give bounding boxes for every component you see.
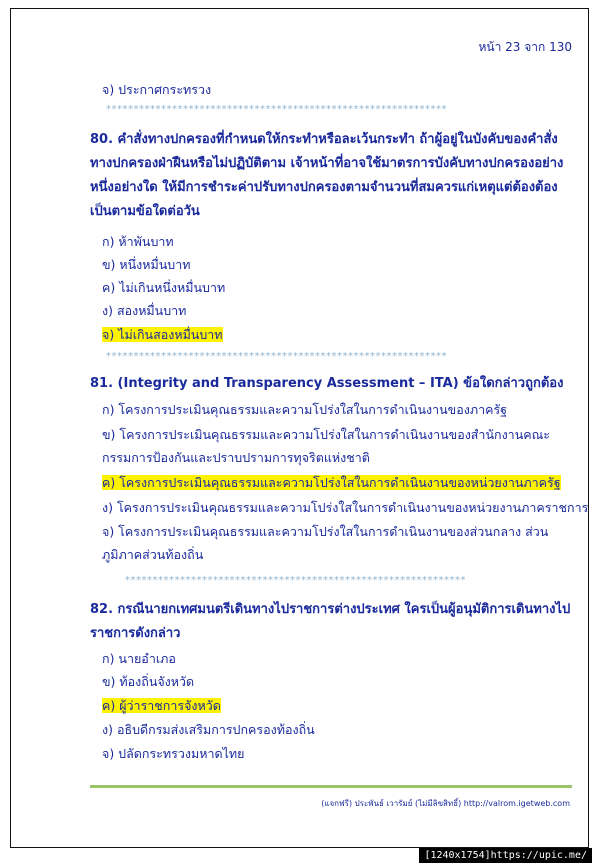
separator: **************************************************************: [106, 104, 447, 115]
q80-option-a: ก) ห้าพันบาท: [102, 234, 174, 249]
q82-option-a: ก) นายอำเภอ: [102, 651, 176, 666]
question-80: 80. คำสั่งทางปกครองที่กำหนดให้กระทำหรือละเว้นกระทำ ถ้าผู้อยู่ในบังคับของคำสั่งทางปกครองฝ่าฝืนหรือไม่ปฏิบัติตาม เจ้าหน้าที่อาจใช้มาตรการบังคับทางปกครองอย่างหนึ่งอย่างใด ให้มีการชำระค่าปรับทางปกครองตามจำนวนที่สมควรแก่เหตุแต่ต้องต้องเป็นตามข้อใดต่อวัน: [90, 132, 564, 219]
footer-text: (แจกฟรี) ประพันธ์ เวารัมย์ (ไม่มีลิขสิทธิ์) http://valrom.igetweb.com: [321, 799, 570, 808]
q82-option-d: ง) อธิบดีกรมส่งเสริมการปกครองท้องถิ่น: [102, 722, 315, 737]
separator: **************************************************************: [106, 351, 447, 362]
q80-option-e-answer: จ) ไม่เกินสองหมื่นบาท: [102, 327, 223, 342]
q81-option-b: ข) โครงการประเมินคุณธรรมและความโปร่งใสในการดำเนินงานของสำนักงานคณะกรรมการป้องกันและปราบปรามการทุจริตแห่งชาติ: [102, 427, 550, 465]
separator: **************************************************************: [125, 575, 466, 586]
footer-rule: [90, 785, 572, 788]
q81-option-d: ง) โครงการประเมินคุณธรรมและความโปร่งใสในการดำเนินงานของหน่วยงานภาคราชการ: [102, 500, 589, 515]
prev-option: จ) ประกาศกระทรวง: [102, 82, 212, 97]
question-81: 81. (Integrity and Transparency Assessment – ITA) ข้อใดกล่าวถูกต้อง: [90, 376, 564, 391]
q80-option-d: ง) สองหมื่นบาท: [102, 303, 187, 318]
q82-option-c-answer: ค) ผู้ว่าราชการจังหวัด: [102, 698, 221, 713]
q82-option-b: ข) ท้องถิ่นจังหวัด: [102, 674, 195, 689]
q82-option-e: จ) ปลัดกระทรวงมหาดไทย: [102, 746, 245, 761]
page-number: หน้า 23 จาก 130: [478, 40, 572, 54]
q80-option-b: ข) หนึ่งหมื่นบาท: [102, 257, 191, 272]
q80-option-c: ค) ไม่เกินหนึ่งหมื่นบาท: [102, 280, 226, 295]
q81-option-e: จ) โครงการประเมินคุณธรรมและความโปร่งใสในการดำเนินงานของส่วนกลาง ส่วนภูมิภาคส่วนท้องถิ่น: [102, 524, 549, 562]
upload-watermark: [1240x1754]https://upic.me/: [419, 848, 592, 863]
q81-option-a: ก) โครงการประเมินคุณธรรมและความโปร่งใสในการดำเนินงานของภาครัฐ: [102, 402, 508, 417]
q81-option-c-answer: ค) โครงการประเมินคุณธรรมและความโปร่งใสในการดำเนินงานของหน่วยงานภาครัฐ: [102, 475, 561, 490]
question-82: 82. กรณีนายกเทศมนตรีเดินทางไปราชการต่างประเทศ ใครเป็นผู้อนุมัติการเดินทางไปราชการดังกล่าว: [90, 602, 571, 641]
